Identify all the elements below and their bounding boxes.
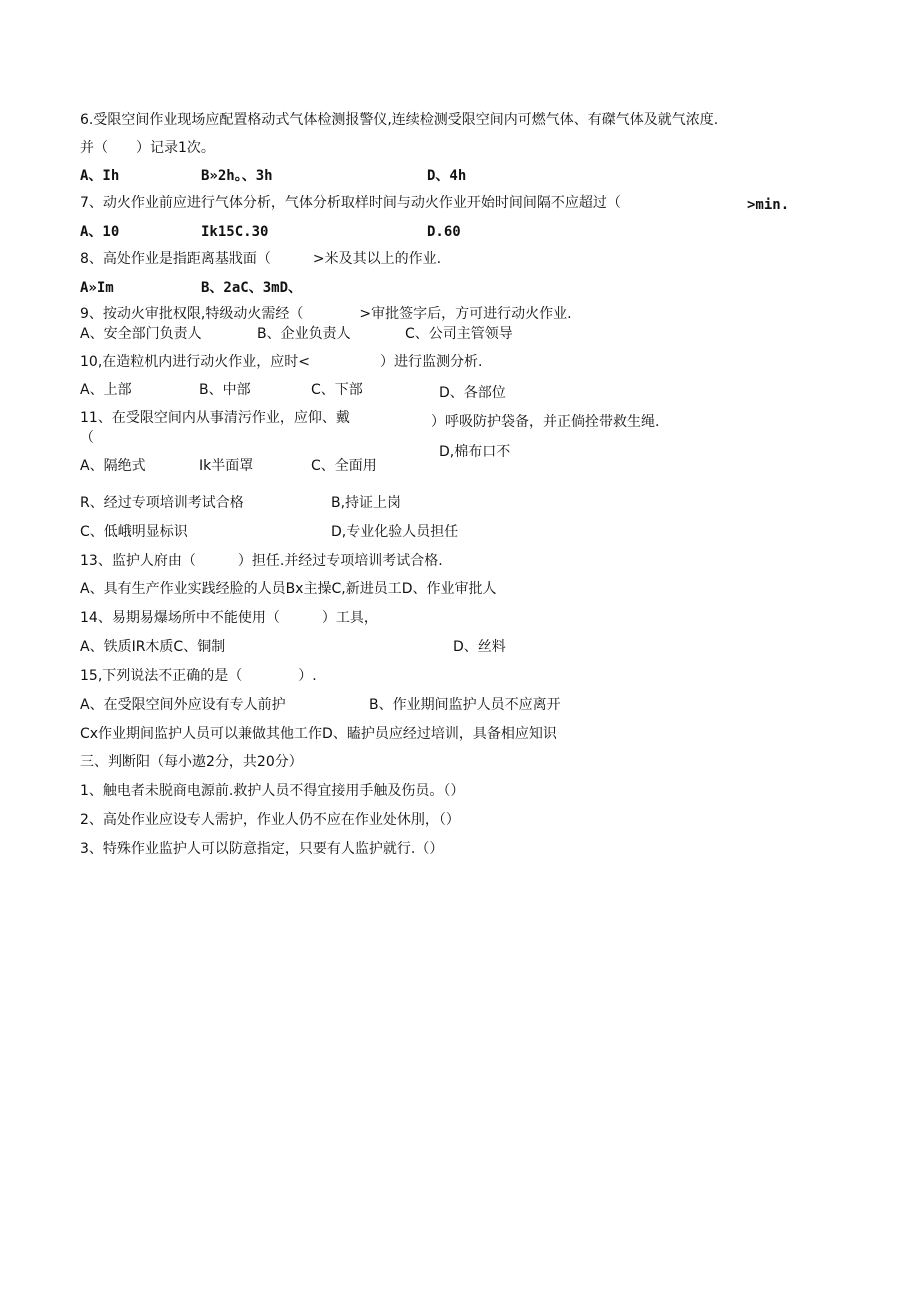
q12-option-b: B,持证上岗 bbox=[331, 495, 402, 511]
q14-option-d: D、丝料 bbox=[453, 639, 506, 655]
q15-options-cd: Cx作业期间监护人员可以兼做其他工作D、瞌护员应经过培训，具备相应知识 bbox=[80, 726, 557, 742]
q10-option-c: C、下部 bbox=[311, 382, 363, 398]
q12-option-c: C、低峨明显标识 bbox=[80, 524, 188, 540]
q11-option-a: A、隔绝式 bbox=[80, 458, 146, 474]
q15-option-b: B、作业期间监护人员不应离开 bbox=[369, 697, 561, 713]
q6-question: 6.受限空间作业现场应配置格动式气体检测报警仪,连续检测受限空间内可燃气体、有磔气体及就气浓度. bbox=[80, 112, 719, 128]
q6-option-b: B»2h。、3h bbox=[201, 168, 273, 184]
q12-option-d: D,专业化验人员担任 bbox=[331, 524, 459, 540]
q13-question: 13、监护人府由（ ）担任.并经过专项培训考试合格. bbox=[80, 553, 443, 569]
q7-option-d: D.60 bbox=[427, 224, 461, 240]
judge-item-3: 3、特殊作业监护人可以防意指定，只要有人监护就行.（） bbox=[80, 841, 444, 857]
q12-option-r: R、经过专项培训考试合格 bbox=[80, 495, 244, 511]
q9-option-a: A、安全部门负责人 bbox=[80, 326, 202, 342]
q11-option-c: C、全面用 bbox=[311, 458, 377, 474]
q7-question-tail: >min. bbox=[747, 197, 790, 213]
q6-option-d: D、4h bbox=[427, 168, 467, 184]
q10-option-a: A、上部 bbox=[80, 382, 132, 398]
section3-title: 三、判断阳（每小遨2分，共20分） bbox=[80, 754, 303, 770]
judge-item-1: 1、触电者未脱商电源前.救护人员不得宜接用手触及伤员。（） bbox=[80, 783, 465, 799]
q15-option-a: A、在受限空间外应设有专人前护 bbox=[80, 697, 286, 713]
q11-question-paren: （ bbox=[80, 430, 94, 446]
q7-question: 7、动火作业前应进行气体分析，气体分析取样时间与动火作业开始时间间隔不应超过（ bbox=[80, 195, 621, 211]
q11-option-d: D,棉布口不 bbox=[439, 444, 511, 460]
q14-options-abc: A、铁质IR木质C、铜制 bbox=[80, 639, 226, 655]
q8-question: 8、高处作业是指距离基戕面（ >米及其以上的作业. bbox=[80, 251, 442, 267]
q11-question-tail: ）呼吸防护袋备，并正倘拴带救生绳. bbox=[431, 414, 660, 430]
q9-option-c: C、公司主管领导 bbox=[405, 326, 513, 342]
q6-option-a: A、Ih bbox=[80, 168, 120, 184]
q7-option-bc: Ik15C.30 bbox=[201, 224, 269, 240]
q10-option-d: D、各部位 bbox=[439, 385, 506, 401]
q7-option-a: A、10 bbox=[80, 224, 120, 240]
q14-question: 14、易期易爆场所中不能使用（ ）工具， bbox=[80, 610, 378, 626]
q15-question: 15,下列说法不正确的是（ ）. bbox=[80, 668, 317, 684]
q8-option-a: A»Im bbox=[80, 280, 114, 296]
q6-question-cont: 并（ ）记录1次。 bbox=[80, 140, 215, 156]
judge-item-2: 2、高处作业应设专人需护，作业人仍不应在作业处休刖，（） bbox=[80, 812, 460, 828]
q10-question: 10,在造粒机内进行动火作业，应时< ）进行监测分析. bbox=[80, 354, 483, 370]
q11-question: 11、在受限空间内从事清污作业，应仰、戴 bbox=[80, 410, 350, 426]
q10-option-b: B、中部 bbox=[199, 382, 251, 398]
q8-option-bcd: B、2aC、3mD、 bbox=[201, 280, 303, 296]
q11-option-b: Ik半面罩 bbox=[199, 458, 254, 474]
q13-options: A、具有生产作业实践经脸的人员Bx主操C,新进员工D、作业审批人 bbox=[80, 581, 497, 597]
q9-question: 9、按动火审批权限,特级动火需经（ >审批签字后，方可进行动火作业. bbox=[80, 306, 572, 322]
q9-option-b: B、企业负责人 bbox=[257, 326, 351, 342]
